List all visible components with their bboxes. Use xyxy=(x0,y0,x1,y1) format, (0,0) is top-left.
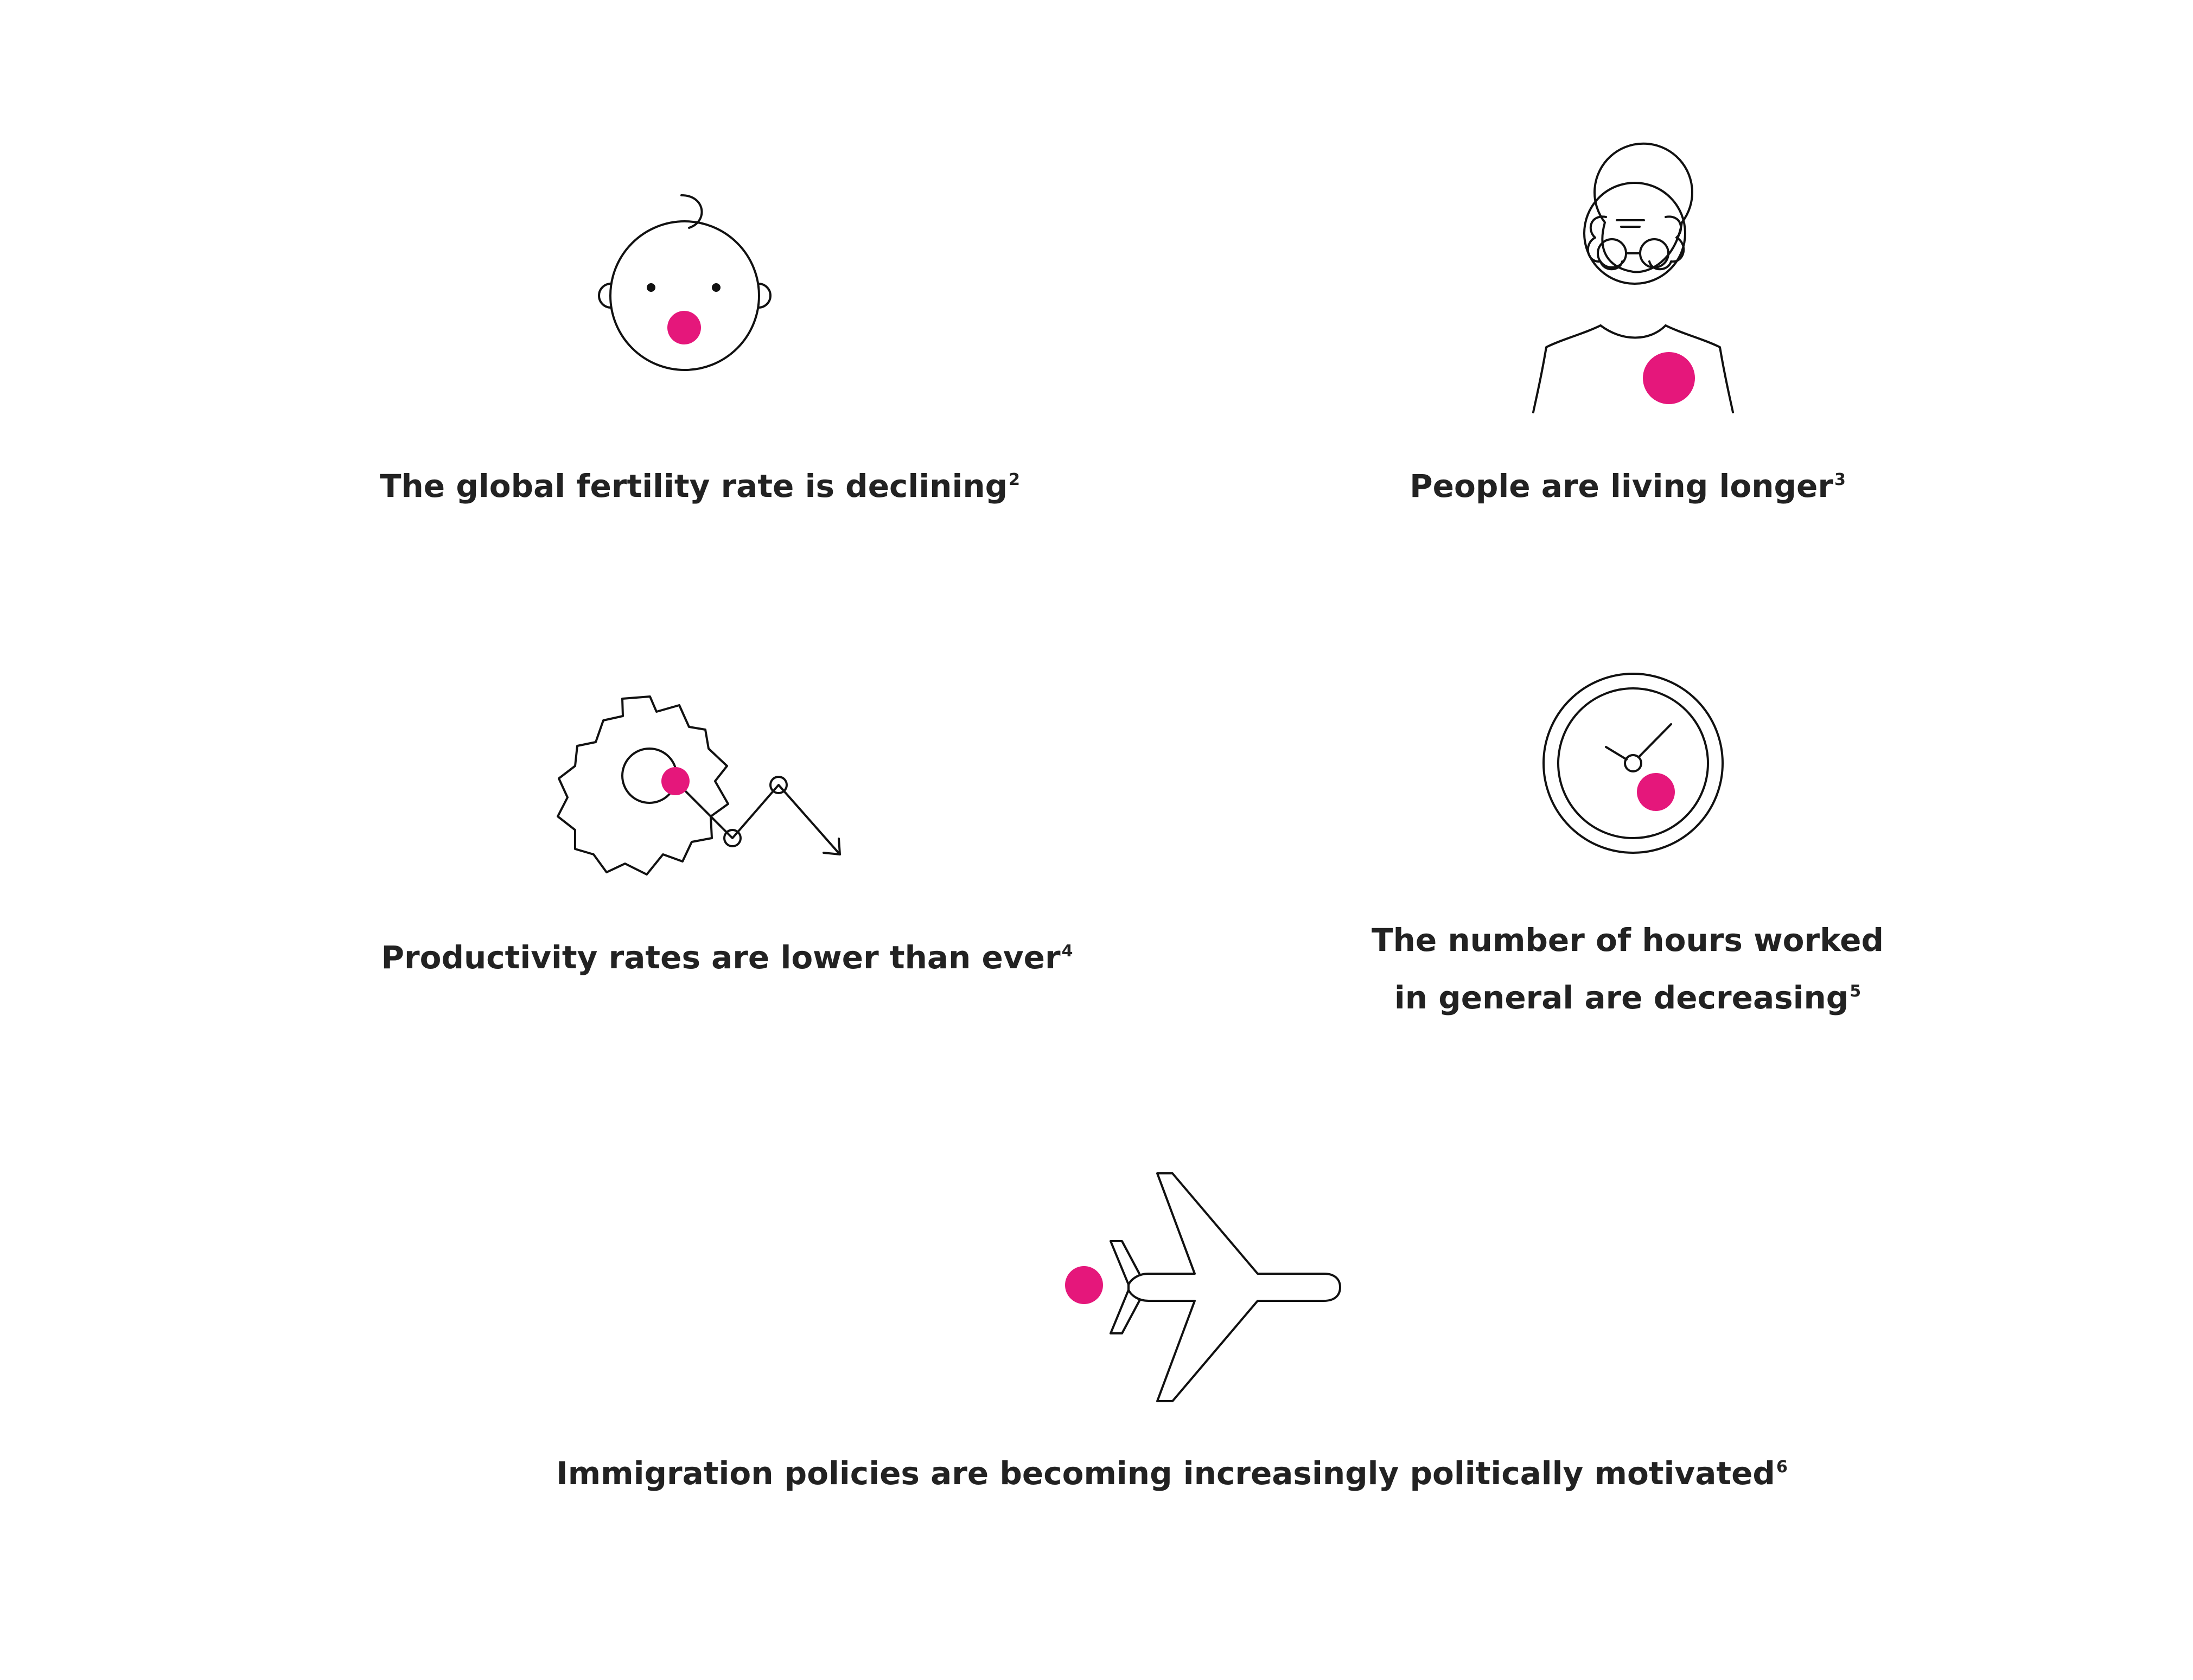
airplane-icon xyxy=(1065,1173,1340,1401)
accent-dot xyxy=(667,311,701,344)
footnote-immigration: 6 xyxy=(1776,1458,1788,1477)
caption-living-longer-text: People are living longer xyxy=(1410,468,1833,504)
footnote-fertility: 2 xyxy=(1009,470,1021,489)
gear-declining-graph-icon xyxy=(558,697,840,874)
clock-icon xyxy=(1544,674,1723,853)
footnote-living-longer: 3 xyxy=(1834,470,1846,489)
caption-living-longer xyxy=(1221,457,2035,515)
accent-dot xyxy=(1637,773,1675,811)
accent-dot xyxy=(1643,352,1695,404)
caption-fertility xyxy=(304,457,1096,515)
caption-productivity xyxy=(304,929,1150,986)
caption-fertility-text: The global fertility rate is declining xyxy=(379,468,1008,504)
baby-face-icon xyxy=(599,195,770,370)
caption-hours-worked-line-2-text: in general are decreasing xyxy=(1394,979,1849,1016)
caption-immigration-text: Immigration policies are becoming increasingly politically motivated xyxy=(556,1455,1775,1492)
caption-productivity-text: Productivity rates are lower than ever xyxy=(381,939,1061,976)
caption-hours-worked-line-1: The number of hours worked xyxy=(1372,922,1884,959)
footnote-hours-worked: 5 xyxy=(1850,982,1861,1001)
caption-hours-worked xyxy=(1221,911,2035,1026)
elderly-person-icon xyxy=(1533,144,1733,412)
accent-dot xyxy=(1065,1266,1103,1304)
accent-dot xyxy=(661,767,690,795)
caption-immigration xyxy=(412,1445,1931,1502)
caption-hours-worked-line-2 xyxy=(1221,969,2035,1026)
footnote-productivity: 4 xyxy=(1061,942,1073,961)
